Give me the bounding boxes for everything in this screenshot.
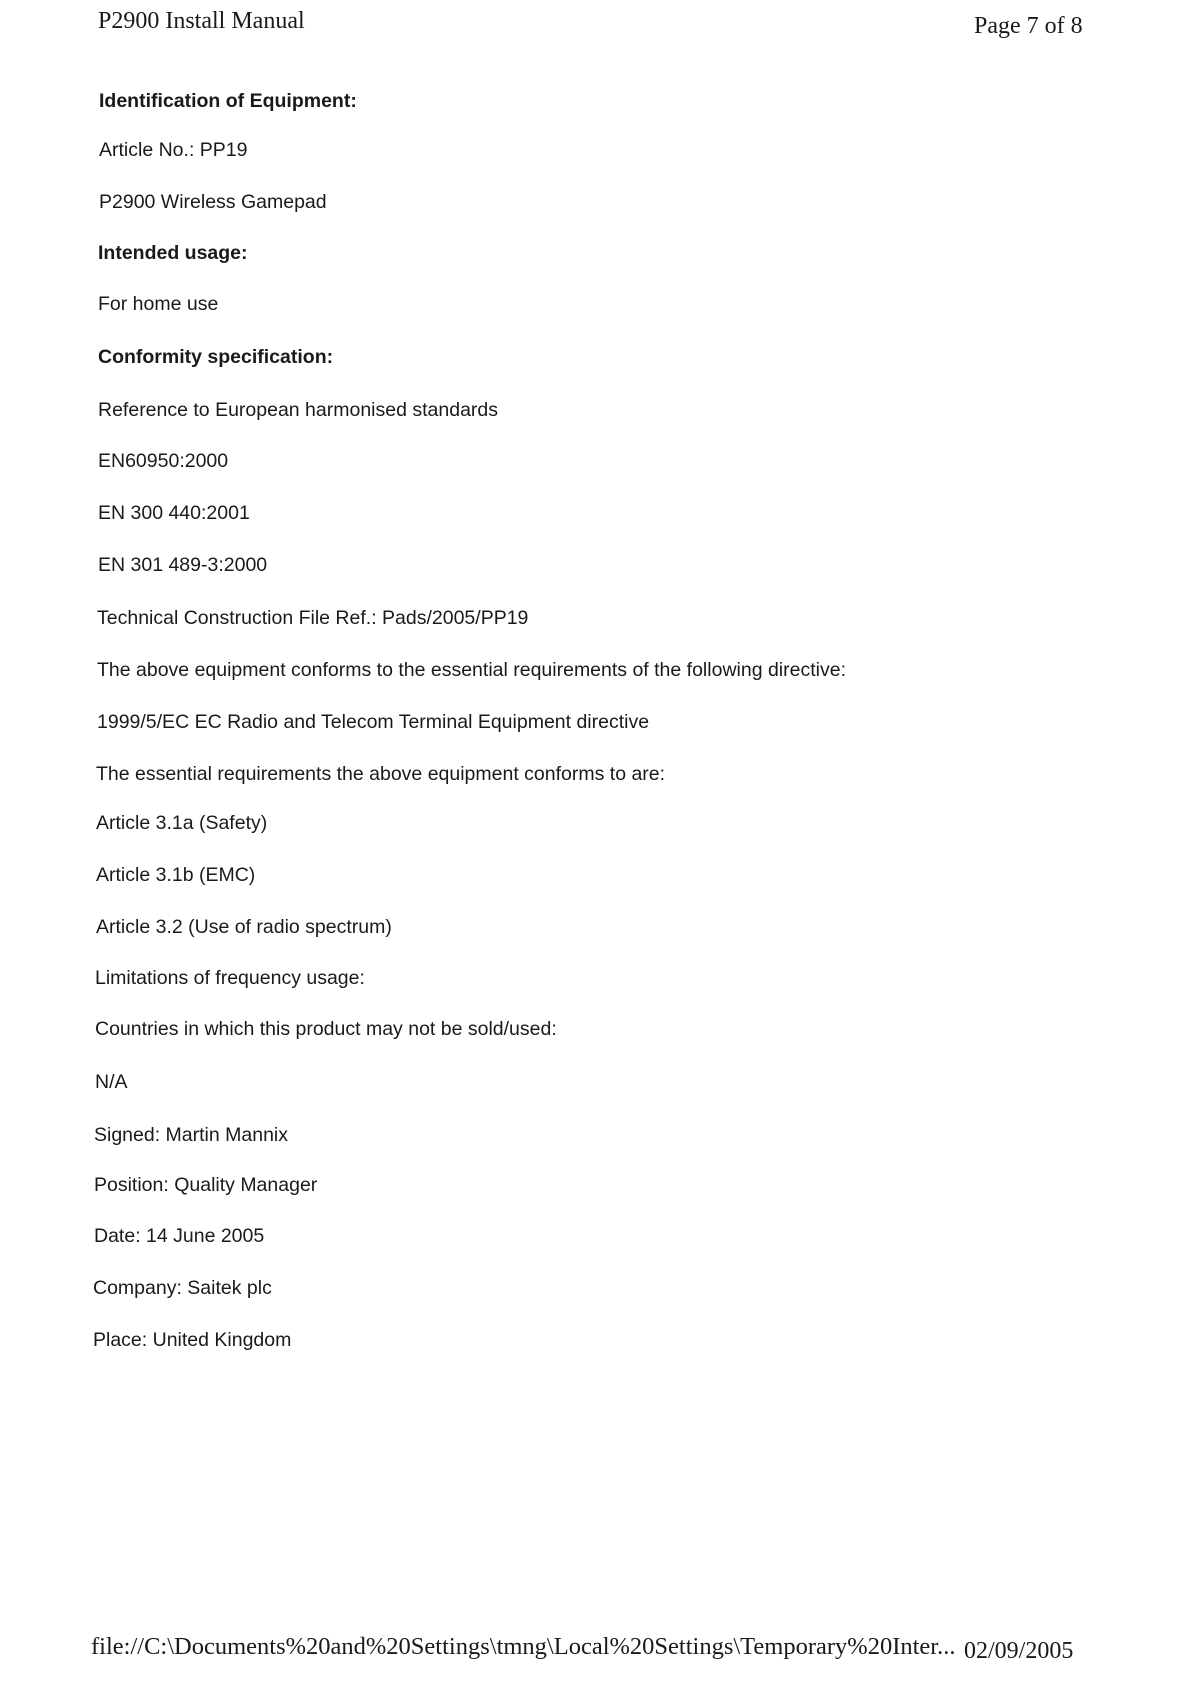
position: Position: Quality Manager — [94, 1174, 318, 1196]
identification-heading: Identification of Equipment: — [99, 90, 357, 112]
signed-by: Signed: Martin Mannix — [94, 1124, 289, 1146]
conformity-statement: The above equipment conforms to the essential requirements of the following directive: — [97, 659, 846, 681]
directive-text: 1999/5/EC EC Radio and Telecom Terminal Equipment directive — [97, 711, 650, 733]
technical-file-ref: Technical Construction File Ref.: Pads/2005/PP19 — [97, 607, 529, 629]
countries-restriction: Countries in which this product may not be sold/used: — [95, 1018, 557, 1040]
article-number: Article No.: PP19 — [99, 139, 248, 161]
frequency-limitations: Limitations of frequency usage: — [95, 967, 365, 989]
standard-en301489: EN 301 489-3:2000 — [98, 554, 268, 576]
standard-en60950: EN60950:2000 — [98, 450, 229, 472]
intended-usage-heading: Intended usage: — [98, 242, 248, 264]
product-name: P2900 Wireless Gamepad — [99, 191, 327, 213]
date: Date: 14 June 2005 — [94, 1225, 265, 1247]
article-safety: Article 3.1a (Safety) — [96, 812, 268, 834]
page-number: Page 7 of 8 — [974, 13, 1083, 39]
place: Place: United Kingdom — [93, 1329, 292, 1351]
standards-reference: Reference to European harmonised standards — [98, 399, 498, 421]
article-radio: Article 3.2 (Use of radio spectrum) — [96, 916, 392, 938]
company: Company: Saitek plc — [93, 1277, 272, 1299]
conformity-heading: Conformity specification: — [98, 346, 334, 368]
countries-value: N/A — [95, 1071, 128, 1093]
header-title: P2900 Install Manual — [98, 8, 305, 34]
footer-file-path: file://C:\Documents%20and%20Settings\tmng\Local%20Settings\Temporary%20Inter... — [91, 1633, 956, 1660]
standard-en300440: EN 300 440:2001 — [98, 502, 250, 524]
article-emc: Article 3.1b (EMC) — [96, 864, 256, 886]
footer-print-date: 02/09/2005 — [964, 1638, 1074, 1664]
intended-usage-text: For home use — [98, 293, 219, 315]
essential-requirements-statement: The essential requirements the above equipment conforms to are: — [96, 763, 666, 785]
